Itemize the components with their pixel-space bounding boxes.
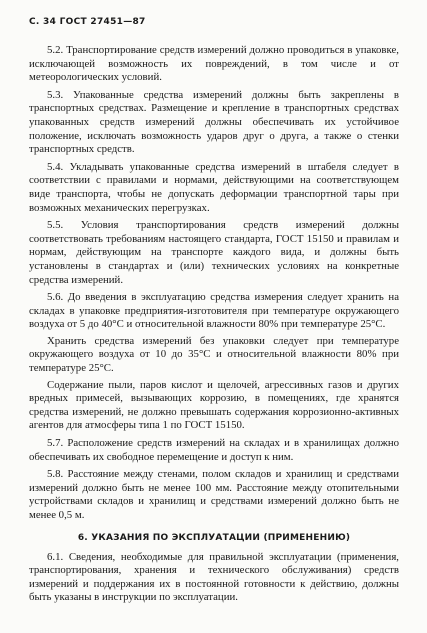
- paragraph-5-5: 5.5. Условия транспортирования средств измерений должны соответствовать требованиям настоящего стандарта, ГОСТ 15150 и правилам и нормам, действующим на транспорте каждого вида, и должны быть установлены в стандартах и (или) технических условиях на конкретные средства измерений.: [29, 219, 399, 286]
- page-content: [29, 44, 399, 609]
- paragraph-5-8: 5.8. Расстояние между стенами, полом складов и хранилищ и средствами измерений должно быть не менее 100 мм. Расстояние между отопительными устройствами складов и хранилищ и средствами измерений должно быть не менее 0,5 м.: [29, 468, 399, 521]
- paragraph-5-3: 5.3. Упакованные средства измерений должны быть закреплены в транспортных средствах. Размещение и крепление в транспортных средствах упакованных средств измерений должны обеспечивать их устойчивое положение, исключать возможность ударов друг о друга, а также о стенки транспортных средств.: [29, 88, 399, 156]
- paragraph-5-6: 5.6. До введения в эксплуатацию средства измерения следует хранить на складах в упаковке предприятия-изготовителя при температуре окружающего воздуха от 5 до 40°С и относительной влажности 80% при температуре 25°С.: [29, 291, 399, 331]
- section-6-heading: 6. УКАЗАНИЯ ПО ЭКСПЛУАТАЦИИ (ПРИМЕНЕНИЮ): [77, 532, 351, 543]
- paragraph-5-4: 5.4. Укладывать упакованные средства измерений в штабеля следует в соответствии с правилами и нормами, действующими на соответствующем виде транспорта, чтобы не допускать деформации транспортной тары при возможных механических перегрузках.: [29, 160, 399, 214]
- paragraph-dust-content: Содержание пыли, паров кислот и щелочей, агрессивных газов и других вредных примесей, вызывающих коррозию, в помещениях, где хранятся средства измерений, не должно превышать содержания коррозионно-активных агентов для атмосферы типа 1 по ГОСТ 15150.: [29, 378, 399, 432]
- paragraph-5-2: 5.2. Транспортирование средств измерений должно проводиться в упаковке, исключающей возможность их повреждений, в том числе и от метеорологических условий.: [29, 44, 399, 84]
- paragraph-5-7: 5.7. Расположение средств измерений на складах и в хранилищах должно обеспечивать их свободное перемещение и доступ к ним.: [29, 437, 399, 463]
- paragraph-storage-unpacked: Хранить средства измерений без упаковки следует при температуре окружающего воздуха от 10 до 35°С и относительной влажности 80% при температуре 25°С.: [29, 334, 399, 375]
- running-header: С. 34 ГОСТ 27451—87: [29, 17, 146, 27]
- paragraph-6-1: 6.1. Сведения, необходимые для правильной эксплуатации (применения, транспортирования, хранения и технического обслуживания) средств измерений и поддержания их в постоянной готовности к действию, должны быть указаны в инструкции по эксплуатации.: [29, 550, 399, 604]
